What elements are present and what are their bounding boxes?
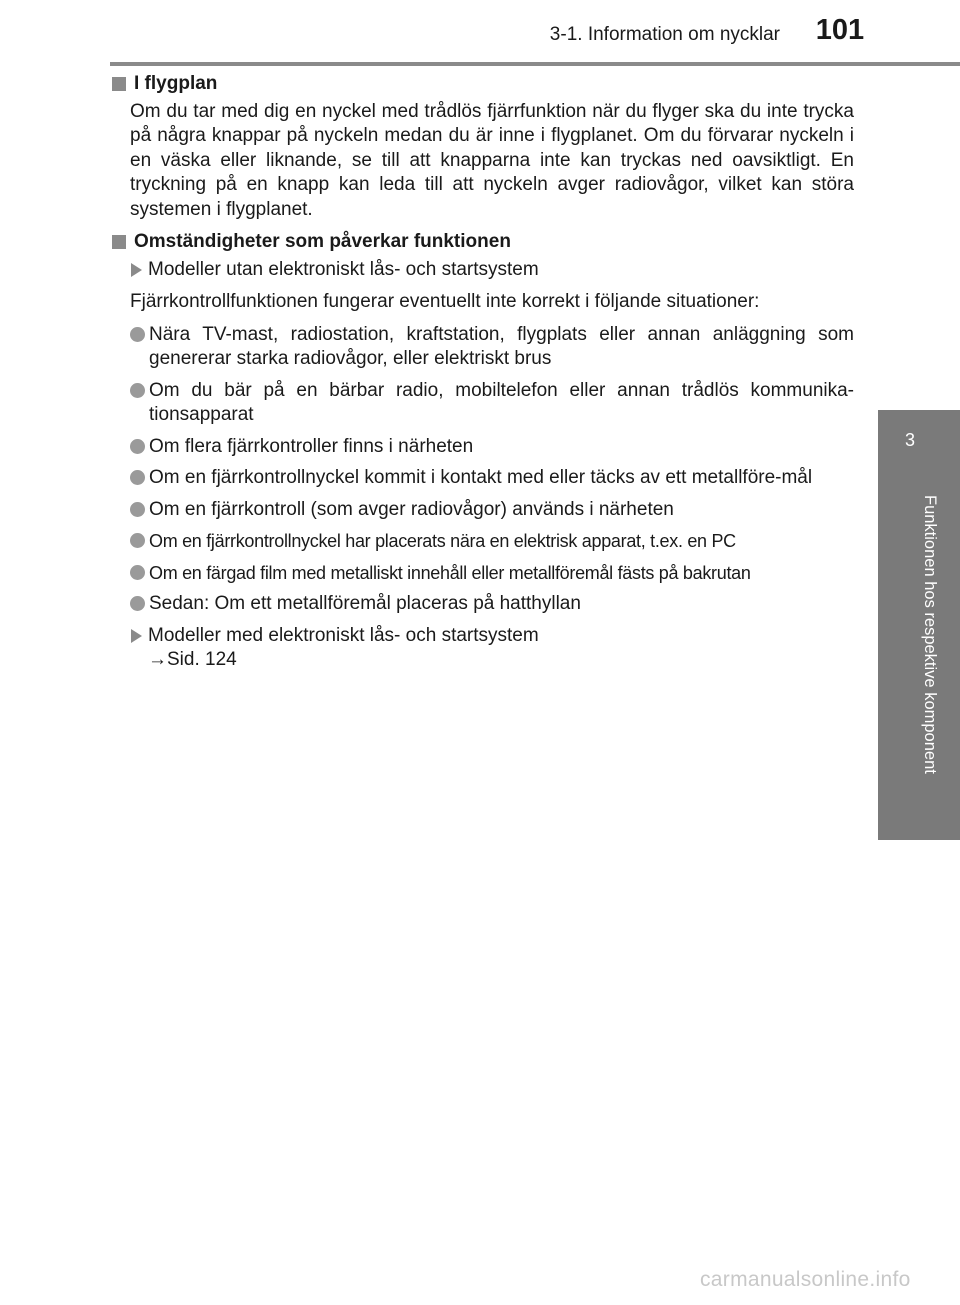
model-subheading bbox=[130, 624, 854, 673]
list-item bbox=[130, 529, 854, 554]
square-bullet-icon bbox=[112, 235, 126, 249]
page-content bbox=[110, 72, 854, 681]
list-item bbox=[130, 379, 854, 428]
circle-bullet-icon bbox=[130, 439, 145, 454]
list-item-text: Om du bär på en bärbar radio, mobiltelefon eller annan trådlös kommunika-tionsapparat bbox=[149, 379, 854, 425]
model-subheading-text: Modeller med elektroniskt lås- och startsystem bbox=[148, 624, 539, 646]
list-item bbox=[130, 435, 854, 460]
circle-bullet-icon bbox=[130, 470, 145, 485]
model-subheading-block bbox=[148, 624, 854, 673]
circle-bullet-icon bbox=[130, 502, 145, 517]
list-item-text: Om flera fjärrkontroller finns i närheten bbox=[149, 435, 474, 457]
watermark-logo: carmanualsonline.info bbox=[700, 1268, 911, 1291]
circle-bullet-icon bbox=[130, 383, 145, 398]
list-item bbox=[130, 466, 854, 491]
model-subheading-text: Modeller utan elektroniskt lås- och startsystem bbox=[148, 258, 539, 280]
list-item bbox=[130, 561, 854, 586]
list-item-text: Om en färgad film med metalliskt innehåll eller metallföremål fästs på bakrutan bbox=[149, 562, 751, 583]
list-item-text: Nära TV-mast, radiostation, kraftstation, flygplats eller annan anläggning som genererar starka radiovågor, eller elektriskt brus bbox=[149, 323, 854, 369]
chapter-title: Funktionen hos respektive komponent bbox=[921, 495, 939, 774]
header-section-title: 3-1. Information om nycklar bbox=[549, 24, 780, 45]
section-heading-text: Omständigheter som påverkar funktionen bbox=[134, 231, 511, 252]
list-item bbox=[130, 498, 854, 523]
circle-bullet-icon bbox=[130, 533, 145, 548]
list-item-text: Sedan: Om ett metallföremål placeras på hatthyllan bbox=[149, 593, 581, 614]
triangle-arrow-icon bbox=[131, 263, 142, 277]
circle-bullet-icon bbox=[130, 565, 145, 580]
section-heading bbox=[110, 230, 854, 255]
section-heading bbox=[110, 72, 854, 97]
square-bullet-icon bbox=[112, 77, 126, 91]
intro-paragraph: Fjärrkontrollfunktionen fungerar eventuellt inte korrekt i följande situationer: bbox=[130, 291, 760, 312]
section-paragraph: Om du tar med dig en nyckel med trådlös fjärrfunktion när du flyger ska du inte trycka på några knappar på nyckeln medan du är inne i flygplanet. Om du förvarar nyckeln i en väska eller liknande, se till att knapparna inte kan tryckas ned oavsiktligt. En tryckning på en knapp kan leda till att nyckeln avger radiovågor, vilket kan störa systemen i flygplanet. bbox=[130, 100, 854, 220]
list-item-text: Om en fjärrkontroll (som avger radiovågor) används i närheten bbox=[149, 498, 674, 520]
circle-bullet-icon bbox=[130, 327, 145, 342]
list-item-text: Om en fjärrkontrollnyckel har placerats nära en elektrisk apparat, t.ex. en PC bbox=[149, 531, 736, 551]
triangle-arrow-icon bbox=[131, 629, 142, 643]
list-item bbox=[130, 323, 854, 372]
section-heading-text: I flygplan bbox=[134, 73, 218, 94]
page-reference-link[interactable]: →Sid. 124 bbox=[148, 649, 237, 670]
chapter-number: 3 bbox=[904, 430, 915, 450]
page-number: 101 bbox=[815, 14, 865, 46]
list-item bbox=[130, 592, 854, 617]
model-subheading bbox=[130, 258, 854, 283]
list-item-text: Om en fjärrkontrollnyckel kommit i kontakt med eller täcks av ett metallföre-mål bbox=[149, 467, 813, 488]
header-divider bbox=[110, 62, 960, 66]
circle-bullet-icon bbox=[130, 596, 145, 611]
